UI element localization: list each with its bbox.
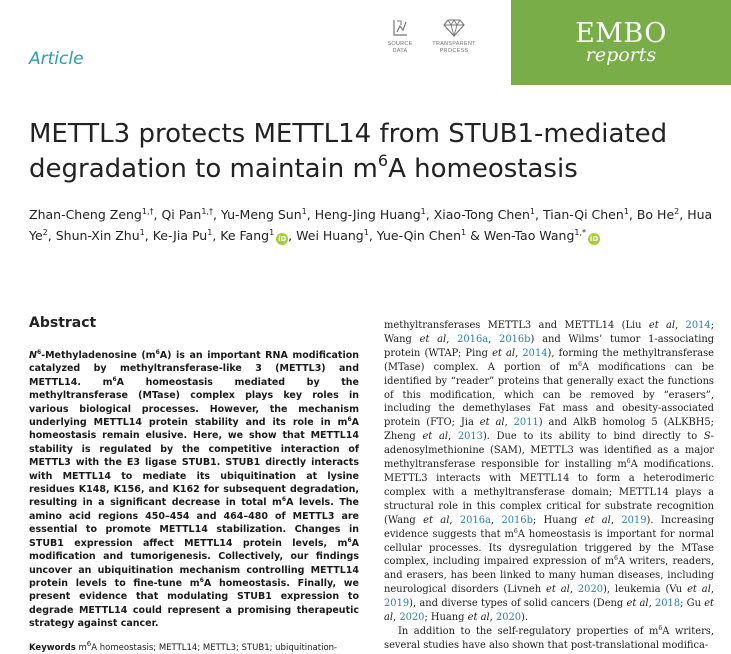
text-run: A modification and tumorigenesis. Collectively, our findings uncover an ubiquitination mechanism controlling METTL14 protein levels to fine-tune m <box>29 537 359 589</box>
journal-subtitle: reports <box>585 44 657 66</box>
article-title: METTL3 protects METTL14 from STUB1-mediated degradation to maintain $m^6A$ homeostasis <box>29 119 668 184</box>
author <box>56 228 145 243</box>
text-run: A) is an important RNA modification catalyzed by methyltransferase-like 3 (METTL3) and METTL14. m <box>29 350 360 388</box>
abstract-text <box>29 349 359 631</box>
text-run: A levels. The amino acid regions 450–454 and 464–480 of METTL3 are essential to promote METTL14 stabilization. Changes in STUB1 expression affect METTL14 protein levels, m <box>29 497 359 549</box>
text-run: et al <box>687 584 711 596</box>
author-name: Zhan-Cheng Zeng <box>29 207 142 222</box>
orcid-icon[interactable]: iD <box>589 235 599 243</box>
author <box>161 207 212 222</box>
text-run: 6 <box>199 576 204 584</box>
author-affiliation: 1 <box>461 228 467 237</box>
keywords <box>29 638 359 654</box>
keywords-label: Keywords <box>29 642 76 653</box>
text-run: et al <box>467 612 490 624</box>
author-affiliation: 1 <box>301 207 307 216</box>
author <box>377 228 466 243</box>
text-run: 6 <box>658 624 663 632</box>
text-run: ), leukemia (Vu <box>603 584 688 596</box>
author-name: Tian-Qi Chen <box>542 207 624 222</box>
abstract-heading: Abstract <box>29 315 97 331</box>
text-run: et al <box>546 584 570 596</box>
author-name: Shun-Xin Zhu <box>55 228 140 243</box>
author <box>484 228 600 243</box>
text-run: 6 <box>36 349 42 356</box>
journal-brand: EMBO <box>575 18 667 49</box>
text-run: A homeostasis is important for normal cellular processes. Its dysregulation triggered by the MTase complex, including impaired expression of m <box>384 528 714 568</box>
text-run: , <box>449 514 460 526</box>
text-run: A homeostasis. Finally, we present evidence that modulating STUB1 expression to degrade METTL14 could represent a promising therapeutic strategy against cancer. <box>29 577 359 630</box>
author-name: Yu-Meng Sun <box>220 207 302 222</box>
keywords-text <box>78 639 338 653</box>
text-run: ), forming the methyltransferase (MTase) complex. A portion of m <box>384 347 714 373</box>
text-run: et al <box>479 417 505 429</box>
text-run: In addition to the self-regulatory properties of m <box>398 625 659 637</box>
author-affiliation: 1,* <box>574 228 587 237</box>
text-run: et al <box>423 514 450 526</box>
text-run: , <box>610 514 622 526</box>
author-affiliation: 1 <box>139 228 145 237</box>
text-run: A modifications. METTL3 interacts with METTL14 to form a heterodimeric complex with a methyltransferase domain; METTL14 plays a structural role in this complex critical for substrate recognition (Wang <box>384 459 714 526</box>
text-run: A writers, readers, and erasers, has been linked to many human diseases, including neurological disorders (Livneh <box>384 556 714 596</box>
author <box>221 207 307 222</box>
article-type-label: Article <box>29 49 84 69</box>
text-run: A homeostasis remain elusive. Here, we show that METTL14 stability is regulated by the competitive interaction of METTL3 with the E3 ligase STUB1. STUB1 directly interacts with METTL14 to mediate its ubiquitination at lysine residues K148, K156, and K162 for subsequent degradation, resulting in a significant decrease in total m <box>29 417 359 509</box>
author-affiliation: 1,† <box>141 207 154 216</box>
citation-link[interactable]: 2019 <box>384 598 410 610</box>
author-name: Wen-Tao Wang <box>483 228 575 243</box>
text-run: A writers, several studies have also shown that post-translational modifica- <box>384 625 715 651</box>
transparent-process-label: TRANSPARENT PROCESS <box>432 41 476 54</box>
text-run: ), and diverse types of solid cancers (Deng <box>409 598 627 610</box>
text-run: , <box>504 417 514 429</box>
text-run: ). <box>521 612 529 624</box>
text-run: 6 <box>281 496 287 504</box>
text-run: -adenosylmethionine (SAM), METTL3 was identified as a major methyltransferase responsible for installing m <box>384 431 714 471</box>
text-run: ) and Wilms’ tumor 1-associating protein (WTAP; Ping <box>384 333 715 359</box>
citation-link[interactable]: 2016b <box>499 333 531 345</box>
author-conjunction: & <box>470 228 480 243</box>
diamond-icon <box>442 18 466 38</box>
text-run: , <box>446 333 458 345</box>
text-run: , <box>489 612 496 624</box>
author-list: Zhan-Cheng Zeng$^{1,\dagger}$, Qi Pan$^{1,\dagger}$, Yu-Meng Sun$^1$, Heng-Jing Huang$^1$, Xiao-Tong Chen$^1$, Tian-Qi Chen$^1$, Bo He$^2$, Hua Ye$^2$, Shun-Xin Zhu$^1$, Ke-Jia Pu$^1$, Ke Fang$^1$iD , Wei Huang$^1$, Yue-Qin Chen$^1$ & Wen-Tao Wang$^{1,*}$iD <box>29 207 713 243</box>
body-paragraph <box>384 319 714 625</box>
author <box>296 228 369 243</box>
author-name: Xiao-Tong Chen <box>433 207 530 222</box>
text-run: , <box>648 598 655 610</box>
author-affiliation: 2 <box>42 228 48 237</box>
text-run: ) and AlkB homolog 5 (ALKBH5; Zheng <box>384 417 715 443</box>
author-name: Yue-Qin Chen <box>376 228 462 243</box>
author-affiliation: 1,† <box>201 207 213 216</box>
citation-link[interactable]: 2013 <box>457 431 483 443</box>
citation-link[interactable]: 2020 <box>577 584 604 596</box>
text-run: 6 <box>347 536 352 544</box>
citation-link[interactable]: 2014 <box>685 320 711 331</box>
text-run: , <box>488 333 500 345</box>
author-affiliation: 1 <box>363 228 369 237</box>
text-run: 6 <box>86 639 92 648</box>
author-name: Ke-Jia Pu <box>152 228 208 243</box>
author-name: Hua Ye <box>29 207 713 243</box>
author <box>315 207 426 222</box>
citation-link[interactable]: 2019 <box>621 514 647 526</box>
citation-link[interactable]: 2016a <box>459 514 491 526</box>
author-name: Ke Fang <box>220 228 270 243</box>
author-affiliation: 1 <box>420 207 426 216</box>
text-run: 6 <box>626 458 631 466</box>
text-run: et al <box>648 320 676 331</box>
citation-link[interactable]: 2016a <box>457 333 489 345</box>
text-run: ; Huang <box>424 612 468 624</box>
source-data-icon <box>390 18 410 38</box>
text-run: ; Wang <box>384 320 715 345</box>
author-affiliation: 1 <box>623 207 629 216</box>
text-run: , <box>515 347 523 359</box>
journal-logo[interactable] <box>511 0 731 85</box>
author <box>29 207 154 222</box>
text-run: , <box>710 584 714 596</box>
text-run: A homeostasis; METTL14; METTL3; STUB1; ubiquitination- <box>91 642 338 653</box>
text-run: 6 <box>578 360 582 368</box>
author <box>543 207 629 222</box>
text-run: , <box>447 431 458 443</box>
author-affiliation: 1 <box>269 228 275 237</box>
citation-link[interactable]: 2020 <box>495 612 522 624</box>
author <box>434 207 535 222</box>
author-affiliation: 1 <box>529 207 536 216</box>
body-text <box>384 319 714 653</box>
text-run: m <box>78 642 87 653</box>
source-data-badge[interactable] <box>380 18 420 54</box>
author-affiliation: 2 <box>674 207 680 216</box>
text-run: et al <box>419 333 447 345</box>
page-header <box>0 0 731 85</box>
text-run: A homeostasis mediated by the methyltransferase (MTase) complex plays key roles in various biological processes. However, the mechanism underlying METTL14 protein stability and its role in m <box>29 376 359 429</box>
text-run: S <box>703 431 711 443</box>
text-run: 6 <box>347 416 352 424</box>
text-run: 6 <box>614 555 618 563</box>
text-run: 6 <box>112 375 117 383</box>
text-run: et al <box>422 431 448 443</box>
author-name: Heng-Jing Huang <box>314 207 421 222</box>
source-data-label: SOURCE DATA <box>387 41 413 54</box>
text-run: et al <box>626 598 649 610</box>
text-run: ; Gu <box>680 598 705 610</box>
text-run: ; Huang <box>532 514 585 526</box>
author-name: Bo He <box>636 207 675 222</box>
text-run: -Methyladenosine (m <box>41 350 156 361</box>
text-run: methyltransferases METTL3 and METTL14 (Liu <box>384 320 649 331</box>
text-run: 6 <box>155 349 160 356</box>
body-paragraph <box>384 625 714 653</box>
text-run: 6 <box>513 527 518 535</box>
text-run: et al <box>492 347 516 359</box>
author <box>637 207 679 222</box>
text-run: , <box>569 584 578 596</box>
text-run: A modifications can be identified by “reader” proteins that generally exact the functions of this modification, which can be removed by “erasers”, including the demethylases Fat mass and obesity-associated protein (FTO; Jia <box>384 361 714 429</box>
text-run: , <box>675 320 686 331</box>
text-run: , <box>490 514 502 526</box>
text-run: et al <box>584 514 611 526</box>
text-run: et al <box>384 598 714 624</box>
citation-link[interactable]: 2020 <box>399 612 425 624</box>
citation-link[interactable]: 2016b <box>501 514 533 526</box>
author-name: Wei Huang <box>296 228 364 243</box>
author <box>153 228 213 243</box>
text-run: ). Due to its ability to bind directly to <box>482 431 704 443</box>
orcid-icon[interactable]: iD <box>278 235 287 243</box>
transparent-process-badge[interactable] <box>428 18 480 54</box>
author-affiliation: 1 <box>207 228 213 237</box>
citation-link[interactable]: 2014 <box>522 347 548 359</box>
text-run: ). Increasing evidence suggests that m <box>384 514 715 540</box>
citation-link[interactable]: 2018 <box>654 598 681 610</box>
author <box>220 228 288 243</box>
text-run: N <box>29 350 37 361</box>
citation-link[interactable]: 2011 <box>513 417 539 429</box>
text-run: , <box>393 612 400 624</box>
author-name: Qi Pan <box>161 207 202 222</box>
